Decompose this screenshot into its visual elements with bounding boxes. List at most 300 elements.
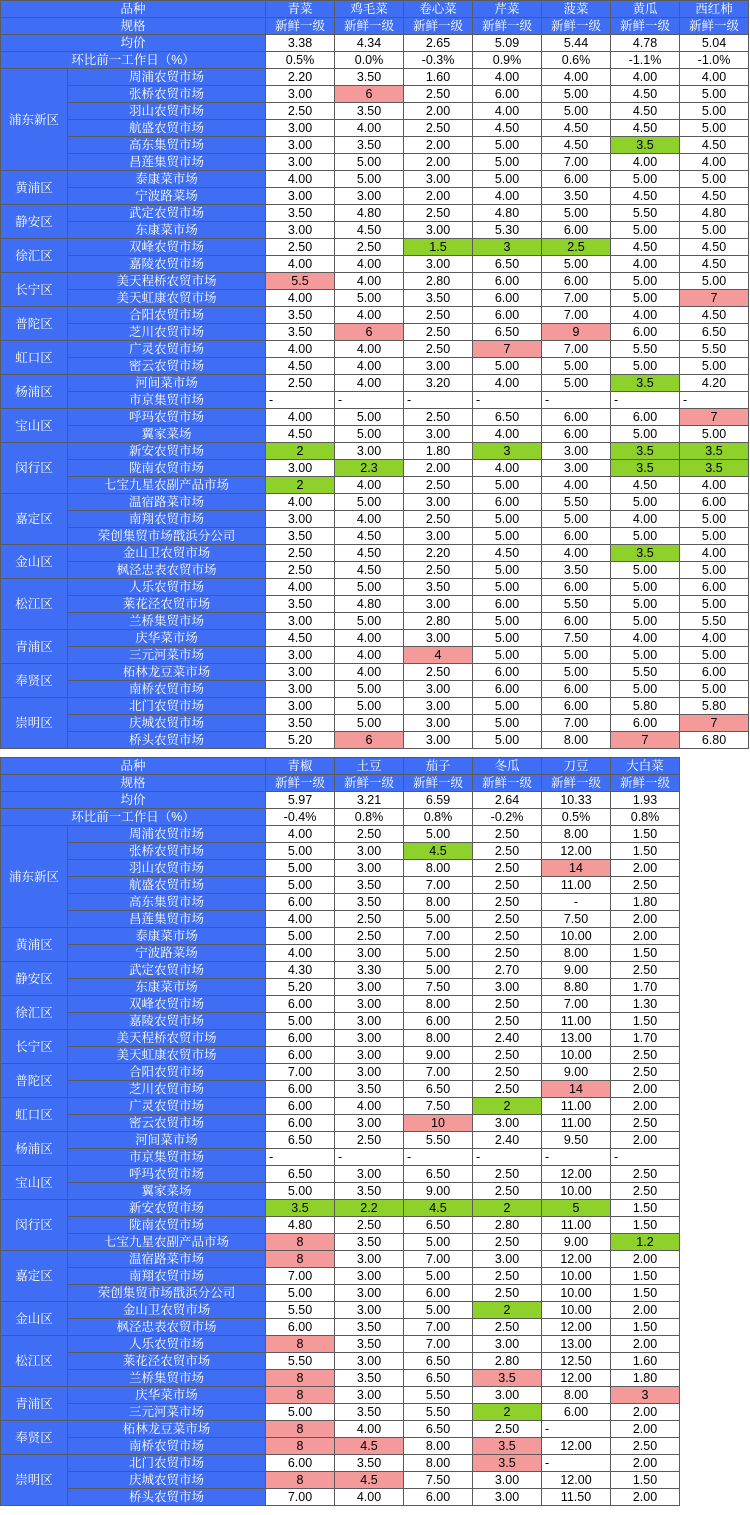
market-row — [1, 1438, 680, 1455]
price-cell: 6.00 — [473, 494, 542, 511]
price-cell: 2.5 — [542, 239, 611, 256]
spec-header-row — [1, 18, 749, 35]
market-name-cell: 金山卫农贸市场 — [68, 1302, 266, 1319]
market-row — [1, 1166, 680, 1183]
price-cell: 3.5 — [266, 1200, 335, 1217]
district-cell: 崇明区 — [1, 1455, 68, 1506]
price-cell: 3.00 — [266, 86, 335, 103]
price-cell: 1.2 — [611, 1234, 680, 1251]
price-cell: 2.80 — [404, 273, 473, 290]
district-cell: 静安区 — [1, 205, 68, 239]
market-row — [1, 1217, 680, 1234]
price-cell: 3.00 — [335, 1064, 404, 1081]
price-cell: 5.00 — [611, 426, 680, 443]
price-cell: 7.00 — [542, 290, 611, 307]
market-row — [1, 1421, 680, 1438]
price-cell: 6.00 — [542, 579, 611, 596]
price-cell: 7 — [611, 732, 680, 749]
price-cell: 2.00 — [404, 137, 473, 154]
price-cell: 5.00 — [611, 681, 680, 698]
price-cell: 4.50 — [266, 630, 335, 647]
market-row — [1, 1472, 680, 1489]
market-row — [1, 324, 749, 341]
market-row — [1, 103, 749, 120]
market-name-cell: 呼玛农贸市场 — [68, 409, 266, 426]
price-cell: 2.50 — [335, 1217, 404, 1234]
price-cell: 2.50 — [404, 409, 473, 426]
price-cell: 3.00 — [335, 1285, 404, 1302]
price-cell: 2.50 — [611, 1183, 680, 1200]
variety-cell: 黄瓜 — [611, 1, 680, 18]
price-cell: 3.00 — [542, 460, 611, 477]
market-name-cell: 武定农贸市场 — [68, 205, 266, 222]
market-name-cell: 航盛农贸市场 — [68, 120, 266, 137]
price-cell: 2.00 — [611, 1132, 680, 1149]
price-cell: 4.00 — [335, 647, 404, 664]
price-cell: 5.00 — [542, 86, 611, 103]
price-cell: 5.00 — [611, 273, 680, 290]
price-cell: 5.00 — [611, 290, 680, 307]
district-cell: 普陀区 — [1, 1064, 68, 1098]
price-cell: 11.00 — [542, 1115, 611, 1132]
price-cell: 2.00 — [611, 1404, 680, 1421]
price-cell: 6.00 — [473, 596, 542, 613]
price-cell: 4 — [404, 647, 473, 664]
price-cell: 3.00 — [404, 630, 473, 647]
price-cell: 2.40 — [473, 1030, 542, 1047]
price-cell: 3.00 — [266, 681, 335, 698]
price-cell: 5.00 — [611, 613, 680, 630]
price-cell: 5.50 — [404, 1387, 473, 1404]
price-cell: 5.50 — [611, 341, 680, 358]
variety-header-row — [1, 1, 749, 18]
day-change-cell: 0.8% — [335, 809, 404, 826]
price-cell: 3.00 — [473, 1387, 542, 1404]
price-cell: 4.00 — [473, 103, 542, 120]
price-cell: 5.00 — [266, 877, 335, 894]
day-change-cell: 0.6% — [542, 52, 611, 69]
market-name-cell: 嘉陵农贸市场 — [68, 256, 266, 273]
price-cell: 4.50 — [611, 477, 680, 494]
market-row — [1, 979, 680, 996]
price-cell: 3.5 — [473, 1438, 542, 1455]
price-cell: 7.00 — [404, 1336, 473, 1353]
price-cell: 6.00 — [542, 613, 611, 630]
price-cell: 4.00 — [335, 511, 404, 528]
price-cell: 5.00 — [266, 843, 335, 860]
price-cell: 5.00 — [611, 579, 680, 596]
price-cell: 2.50 — [335, 1132, 404, 1149]
row-label: 品种 — [1, 1, 266, 18]
price-cell: 8.00 — [404, 996, 473, 1013]
price-cell: 1.80 — [404, 443, 473, 460]
price-cell: 2.50 — [335, 928, 404, 945]
market-row — [1, 290, 749, 307]
price-cell: 8.00 — [404, 1030, 473, 1047]
market-name-cell: 市京集贸市场 — [68, 392, 266, 409]
price-cell: 5.00 — [473, 154, 542, 171]
price-cell: 5.00 — [680, 273, 749, 290]
price-cell: 2.40 — [473, 1132, 542, 1149]
market-name-cell: 美天程桥农贸市场 — [68, 1030, 266, 1047]
price-cell: 2.50 — [266, 239, 335, 256]
price-cell: 6.00 — [404, 1489, 473, 1506]
price-cell: 3.00 — [404, 171, 473, 188]
price-cell: 2.80 — [473, 1217, 542, 1234]
market-name-cell: 南桥农贸市场 — [68, 681, 266, 698]
district-cell: 虹口区 — [1, 341, 68, 375]
price-cell: 4.00 — [335, 630, 404, 647]
district-cell: 杨浦区 — [1, 375, 68, 409]
price-cell: 11.50 — [542, 1489, 611, 1506]
price-cell: 3.50 — [266, 324, 335, 341]
price-cell: 5.00 — [680, 171, 749, 188]
price-cell: 5.00 — [542, 103, 611, 120]
price-cell: 9 — [542, 324, 611, 341]
price-cell: - — [611, 392, 680, 409]
price-cell: - — [335, 1149, 404, 1166]
price-cell: 2.50 — [473, 1234, 542, 1251]
day-change-cell: 0.5% — [266, 52, 335, 69]
price-cell: 6.50 — [473, 324, 542, 341]
price-cell: 4.50 — [266, 358, 335, 375]
price-cell: 5.50 — [266, 1353, 335, 1370]
price-cell: 6.00 — [266, 996, 335, 1013]
price-cell: 2 — [473, 1302, 542, 1319]
price-cell: 4.00 — [266, 579, 335, 596]
price-cell: 4.00 — [680, 545, 749, 562]
price-cell: 5.5 — [266, 273, 335, 290]
district-cell: 宝山区 — [1, 409, 68, 443]
market-row — [1, 477, 749, 494]
price-cell: 4.00 — [335, 1489, 404, 1506]
market-name-cell: 枫泾忠表农贸市场 — [68, 562, 266, 579]
price-cell: 3.5 — [473, 1370, 542, 1387]
price-cell: 6.00 — [611, 324, 680, 341]
vegetable-price-table-2 — [0, 757, 680, 1506]
price-cell: 5.00 — [542, 205, 611, 222]
price-cell: 3.50 — [335, 103, 404, 120]
market-name-cell: 北门农贸市场 — [68, 1455, 266, 1472]
price-cell: 3.00 — [404, 596, 473, 613]
district-cell: 浦东新区 — [1, 826, 68, 928]
price-cell: 4.50 — [611, 239, 680, 256]
price-cell: 2.50 — [473, 1268, 542, 1285]
district-cell: 闵行区 — [1, 1200, 68, 1251]
market-name-cell: 双峰农贸市场 — [68, 996, 266, 1013]
price-cell: 3.50 — [266, 205, 335, 222]
price-cell: 5.00 — [404, 1268, 473, 1285]
price-cell: 2.50 — [404, 205, 473, 222]
price-cell: 4.50 — [680, 239, 749, 256]
price-cell: 3.00 — [335, 188, 404, 205]
market-row — [1, 171, 749, 188]
price-cell: 12.50 — [542, 1353, 611, 1370]
price-cell: 12.00 — [542, 1319, 611, 1336]
market-row — [1, 613, 749, 630]
price-cell: 4.00 — [611, 154, 680, 171]
price-cell: 5.50 — [680, 341, 749, 358]
market-name-cell: 张桥农贸市场 — [68, 86, 266, 103]
market-row — [1, 69, 749, 86]
market-name-cell: 合阳农贸市场 — [68, 307, 266, 324]
market-row — [1, 579, 749, 596]
price-cell: 8 — [266, 1387, 335, 1404]
price-cell: 6.00 — [266, 1081, 335, 1098]
price-cell: 1.80 — [611, 894, 680, 911]
market-name-cell: 双峰农贸市场 — [68, 239, 266, 256]
district-cell: 金山区 — [1, 545, 68, 579]
price-cell: 3.00 — [335, 1251, 404, 1268]
price-cell: 14 — [542, 1081, 611, 1098]
vegetable-price-table-1 — [0, 0, 749, 749]
district-cell: 长宁区 — [1, 1030, 68, 1064]
price-cell: 3.00 — [335, 1013, 404, 1030]
price-cell: - — [542, 1149, 611, 1166]
price-cell: 3.00 — [335, 1115, 404, 1132]
price-cell: 4.00 — [266, 290, 335, 307]
price-cell: 3.00 — [266, 698, 335, 715]
price-cell: 3.00 — [335, 1353, 404, 1370]
price-cell: 2.50 — [611, 877, 680, 894]
average-price-cell: 4.78 — [611, 35, 680, 52]
price-cell: 4.50 — [680, 307, 749, 324]
price-cell: 4.50 — [680, 188, 749, 205]
market-row — [1, 962, 680, 979]
price-cell: 2.50 — [473, 1319, 542, 1336]
price-cell: 5.00 — [680, 681, 749, 698]
variety-cell: 西红柿 — [680, 1, 749, 18]
price-cell: 5.00 — [404, 911, 473, 928]
price-cell: 5.00 — [680, 562, 749, 579]
price-cell: 7.50 — [542, 630, 611, 647]
market-name-cell: 羽山农贸市场 — [68, 103, 266, 120]
spec-header-row — [1, 775, 680, 792]
price-cell: 7.00 — [404, 1064, 473, 1081]
spec-cell: 新鲜一级 — [611, 775, 680, 792]
spec-cell: 新鲜一级 — [680, 18, 749, 35]
average-price-row — [1, 792, 680, 809]
price-cell: 7.00 — [266, 1268, 335, 1285]
price-cell: 4.00 — [266, 494, 335, 511]
price-cell: 6.00 — [266, 1455, 335, 1472]
market-row — [1, 562, 749, 579]
price-cell: 3.00 — [266, 188, 335, 205]
market-row — [1, 222, 749, 239]
price-cell: 1.50 — [611, 1013, 680, 1030]
market-name-cell: 翼家菜场 — [68, 426, 266, 443]
price-cell: 5.00 — [335, 715, 404, 732]
price-cell: 6.00 — [473, 664, 542, 681]
market-name-cell: 庆华菜市场 — [68, 1387, 266, 1404]
price-cell: - — [473, 1149, 542, 1166]
price-cell: 4.50 — [335, 222, 404, 239]
price-cell: 2.50 — [473, 1183, 542, 1200]
price-cell: 11.00 — [542, 877, 611, 894]
price-cell: 6.00 — [542, 171, 611, 188]
market-name-cell: 呼玛农贸市场 — [68, 1166, 266, 1183]
district-cell: 闵行区 — [1, 443, 68, 494]
price-cell: 7.00 — [542, 996, 611, 1013]
day-change-cell: -0.2% — [473, 809, 542, 826]
market-name-cell: 三元河菜市场 — [68, 1404, 266, 1421]
market-row — [1, 1489, 680, 1506]
price-cell: 4.00 — [611, 307, 680, 324]
market-name-cell: 北门农贸市场 — [68, 698, 266, 715]
spec-cell: 新鲜一级 — [335, 18, 404, 35]
price-cell: 8 — [266, 1251, 335, 1268]
price-cell: 5.00 — [680, 596, 749, 613]
price-cell: 3.50 — [335, 69, 404, 86]
price-cell: 9.50 — [542, 1132, 611, 1149]
market-name-cell: 合阳农贸市场 — [68, 1064, 266, 1081]
price-cell: 5.80 — [611, 698, 680, 715]
price-cell: 3.00 — [404, 698, 473, 715]
market-name-cell: 张桥农贸市场 — [68, 843, 266, 860]
market-name-cell: 金山卫农贸市场 — [68, 545, 266, 562]
price-cell: 1.50 — [611, 843, 680, 860]
price-cell: 11.00 — [542, 1098, 611, 1115]
market-row — [1, 1098, 680, 1115]
price-cell: 3.00 — [473, 1472, 542, 1489]
price-cell: 12.00 — [542, 1370, 611, 1387]
price-cell: 5.50 — [266, 1302, 335, 1319]
market-row — [1, 647, 749, 664]
day-change-row — [1, 52, 749, 69]
market-row — [1, 1336, 680, 1353]
market-row — [1, 1234, 680, 1251]
market-row — [1, 494, 749, 511]
price-cell: 4.50 — [335, 528, 404, 545]
price-cell: 2.50 — [404, 120, 473, 137]
price-cell: 3.00 — [335, 945, 404, 962]
average-price-cell: 3.38 — [266, 35, 335, 52]
market-name-cell: 人乐农贸市场 — [68, 1336, 266, 1353]
price-cell: 5.00 — [473, 698, 542, 715]
price-cell: 1.50 — [611, 826, 680, 843]
price-cell: 5.00 — [680, 358, 749, 375]
price-cell: 1.50 — [611, 1472, 680, 1489]
market-name-cell: 陇南农贸市场 — [68, 1217, 266, 1234]
spec-cell: 新鲜一级 — [266, 775, 335, 792]
price-cell: 3.00 — [266, 511, 335, 528]
price-cell: 2.3 — [335, 460, 404, 477]
price-cell: 4.00 — [335, 273, 404, 290]
market-name-cell: 河间菜市场 — [68, 1132, 266, 1149]
market-name-cell: 市京集贸市场 — [68, 1149, 266, 1166]
price-cell: 2.00 — [611, 911, 680, 928]
price-cell: 6.00 — [266, 1319, 335, 1336]
day-change-cell: -1.1% — [611, 52, 680, 69]
district-cell: 徐汇区 — [1, 239, 68, 273]
price-cell: 3.00 — [335, 860, 404, 877]
district-cell: 嘉定区 — [1, 1251, 68, 1302]
price-cell: 2.00 — [611, 1455, 680, 1472]
market-row — [1, 911, 680, 928]
price-cell: 5.00 — [542, 375, 611, 392]
price-cell: 3.00 — [542, 443, 611, 460]
price-cell: 3.00 — [335, 979, 404, 996]
price-cell: 4.00 — [266, 409, 335, 426]
price-cell: 5.00 — [680, 647, 749, 664]
price-cell: 6.00 — [473, 290, 542, 307]
price-cell: 3.50 — [266, 307, 335, 324]
price-cell: 2.50 — [404, 664, 473, 681]
price-cell: 4.00 — [335, 375, 404, 392]
price-cell: 2.80 — [404, 613, 473, 630]
price-cell: 7 — [680, 290, 749, 307]
price-cell: 5.00 — [473, 562, 542, 579]
market-row — [1, 426, 749, 443]
price-cell: 8.00 — [404, 1455, 473, 1472]
price-cell: 6.00 — [473, 681, 542, 698]
price-cell: 2.50 — [404, 341, 473, 358]
price-cell: 6.50 — [404, 1421, 473, 1438]
price-cell: 5.00 — [266, 860, 335, 877]
price-cell: 4.50 — [335, 545, 404, 562]
variety-cell: 鸡毛菜 — [335, 1, 404, 18]
market-name-cell: 陇南农贸市场 — [68, 460, 266, 477]
price-cell: 5.00 — [335, 171, 404, 188]
district-cell: 静安区 — [1, 962, 68, 996]
price-cell: 3.20 — [404, 375, 473, 392]
average-price-cell: 5.04 — [680, 35, 749, 52]
price-cell: 3.50 — [542, 188, 611, 205]
price-cell: 3.50 — [266, 596, 335, 613]
price-cell: 7.00 — [266, 1064, 335, 1081]
price-cell: 3.00 — [473, 1336, 542, 1353]
variety-cell: 卷心菜 — [404, 1, 473, 18]
average-price-cell: 2.65 — [404, 35, 473, 52]
price-cell: 2.00 — [611, 928, 680, 945]
market-name-cell: 庆城农贸市场 — [68, 715, 266, 732]
price-cell: 2.50 — [335, 239, 404, 256]
market-row — [1, 154, 749, 171]
variety-cell: 刀豆 — [542, 758, 611, 775]
price-cell: 5.00 — [473, 732, 542, 749]
price-cell: 3.00 — [266, 647, 335, 664]
price-cell: 4.00 — [680, 69, 749, 86]
price-cell: 2.50 — [473, 843, 542, 860]
price-cell: 3.5 — [611, 375, 680, 392]
market-name-cell: 新安农贸市场 — [68, 443, 266, 460]
price-cell: 2.50 — [473, 860, 542, 877]
price-cell: 5.00 — [473, 613, 542, 630]
average-price-cell: 2.64 — [473, 792, 542, 809]
price-cell: 2.50 — [266, 375, 335, 392]
price-cell: 10 — [404, 1115, 473, 1132]
price-cell: 5.00 — [473, 511, 542, 528]
market-row — [1, 188, 749, 205]
price-cell: 5.00 — [680, 528, 749, 545]
market-name-cell: 河间菜市场 — [68, 375, 266, 392]
price-cell: 2 — [473, 1404, 542, 1421]
price-cell: 2.00 — [611, 1081, 680, 1098]
market-row — [1, 894, 680, 911]
market-name-cell: 南翔农贸市场 — [68, 1268, 266, 1285]
price-cell: 6.00 — [611, 715, 680, 732]
price-cell: 4.80 — [335, 205, 404, 222]
price-cell: 2.00 — [611, 1302, 680, 1319]
district-cell: 普陀区 — [1, 307, 68, 341]
price-cell: 6.00 — [680, 579, 749, 596]
market-name-cell: 芝川农贸市场 — [68, 324, 266, 341]
price-cell: - — [542, 894, 611, 911]
market-row — [1, 630, 749, 647]
market-row — [1, 511, 749, 528]
market-row — [1, 698, 749, 715]
market-row — [1, 460, 749, 477]
